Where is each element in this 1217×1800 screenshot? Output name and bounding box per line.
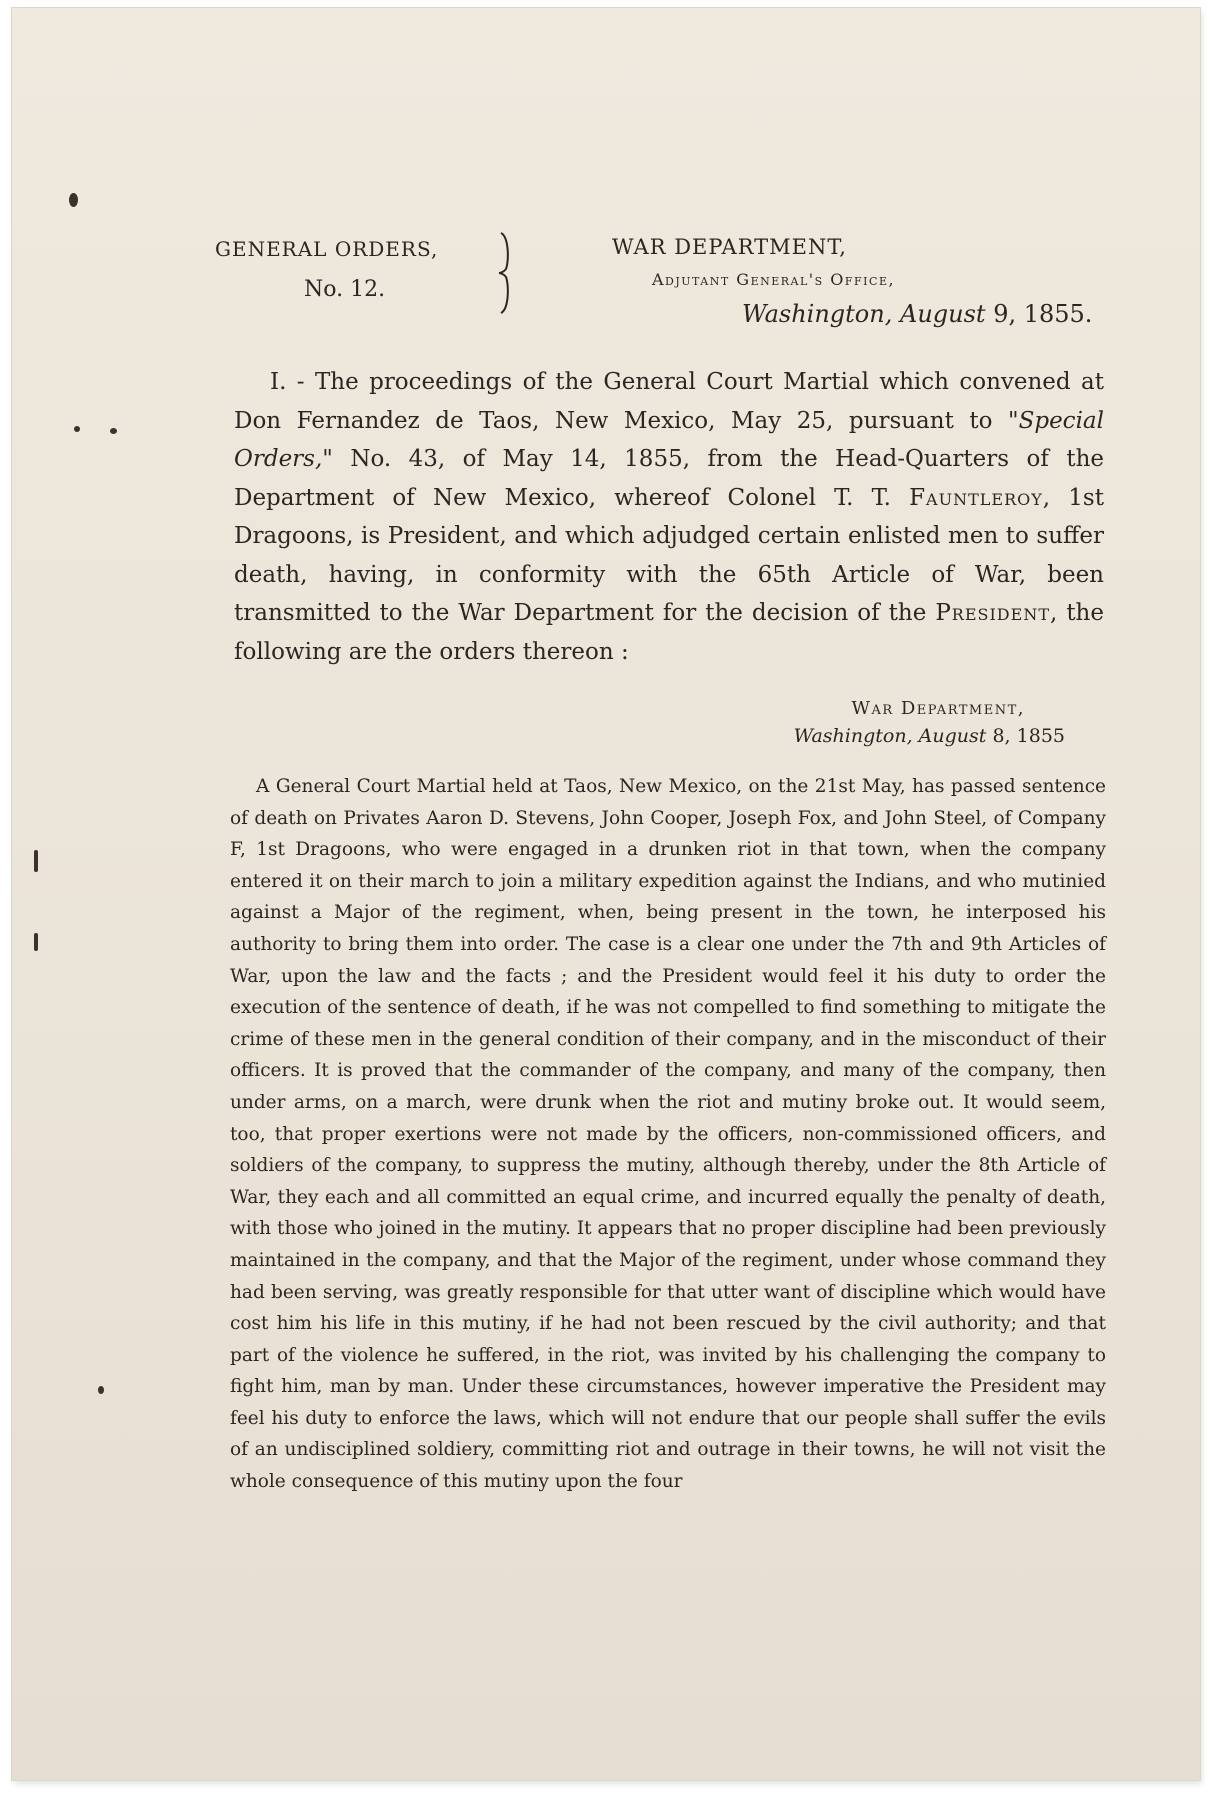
order-header — [12, 223, 1200, 333]
section-text: , the following are the orders thereon : — [234, 600, 1104, 665]
issue-date — [742, 300, 1092, 328]
brace-icon — [497, 231, 515, 315]
section-one-paragraph — [234, 363, 1104, 671]
colonel-name: Fauntleroy — [909, 484, 1043, 511]
issue-month: August — [899, 300, 986, 328]
department-name: WAR DEPARTMENT, — [612, 235, 847, 259]
decision-date — [794, 725, 1065, 747]
decision-heading — [794, 698, 1065, 747]
section-text: , 1st Dragoons, is President, and which adjudged certain enlisted men to suffer death, having, in conformity with the 65th Article of War, been transmitted to the War Department for the decision of the — [234, 484, 1104, 626]
decision-place: Washington, — [793, 725, 913, 747]
margin-mark — [74, 426, 80, 432]
section-text: I. - The proceedings of the General Court Martial which convened at Don Fernandez de Taos, New Mexico, May 25, pursuant to " — [234, 369, 1104, 434]
decision-paragraph: A General Court Martial held at Taos, New Mexico, on the 21st May, has passed sentence of death on Privates Aaron D. Stevens, John Cooper, Joseph Fox, and John Steel, of Company F, 1st Dragoons, who were engaged in a drunken riot in that town, when the company entered it on their march to join a military expedition against the Indians, and who mutinied against a Major of the regiment, when, being present in the town, he interposed his authority to bring them into order. The case is a clear one under the 7th and 9th Articles of War, upon the law and the facts ; and the President would feel it his duty to order the execution of the sentence of death, if he was not compelled to find something to mitigate the crime of these men in the general condition of their company, and in the misconduct of their officers. It is proved that the commander of the company, and many of the company, then under arms, on a march, were drunk when the riot and mutiny broke out. It would seem, too, that proper exertions were not made by the officers, non-commissioned officers, and soldiers of the company, to suppress the mutiny, although thereby, under the 8th Article of War, they each and all committed an equal crime, and incurred equally the penalty of death, with those who joined in the mutiny. It appears that no proper discipline had been previously maintained in the company, and that the Major of the regiment, under whose command they had been serving, was greatly responsible for that utter want of discipline which would have cost him his life in this mutiny, if he had not been rescued by the civil authority; and that part of the violence he suffered, in the riot, was invited by his challenging the company to fight him, man by man. Under these circumstances, however imperative the President may feel his duty to enforce the laws, which will not endure that our people shall suffer the evils of an undisciplined soldiery, committing riot and outrage in their towns, he will not visit the whole consequence of this mutiny upon the four — [230, 776, 1106, 1493]
decision-day-year: 8, 1855 — [992, 725, 1065, 747]
issue-place: Washington, — [742, 300, 893, 328]
decision-month: August — [918, 725, 987, 747]
margin-mark — [98, 1386, 104, 1394]
margin-mark — [34, 933, 38, 951]
office-name: Adjutant General's Office, — [652, 270, 896, 289]
section-text: " No. 43, of May 14, 1855, from the Head-Quarters of the Department of New Mexico, whereof Colonel T. T. — [234, 446, 1104, 511]
margin-mark — [69, 193, 78, 207]
document-page — [12, 8, 1200, 1780]
margin-mark — [34, 850, 38, 872]
issue-day-year: 9, 1855. — [993, 300, 1093, 328]
general-orders-title: GENERAL ORDERS, — [215, 237, 439, 261]
president-title: President — [935, 600, 1050, 626]
special-orders-ref: Special Orders, — [234, 407, 1104, 472]
order-number: No. 12. — [304, 277, 386, 302]
decision-department: War Department, — [851, 698, 1025, 719]
margin-mark — [110, 428, 117, 434]
